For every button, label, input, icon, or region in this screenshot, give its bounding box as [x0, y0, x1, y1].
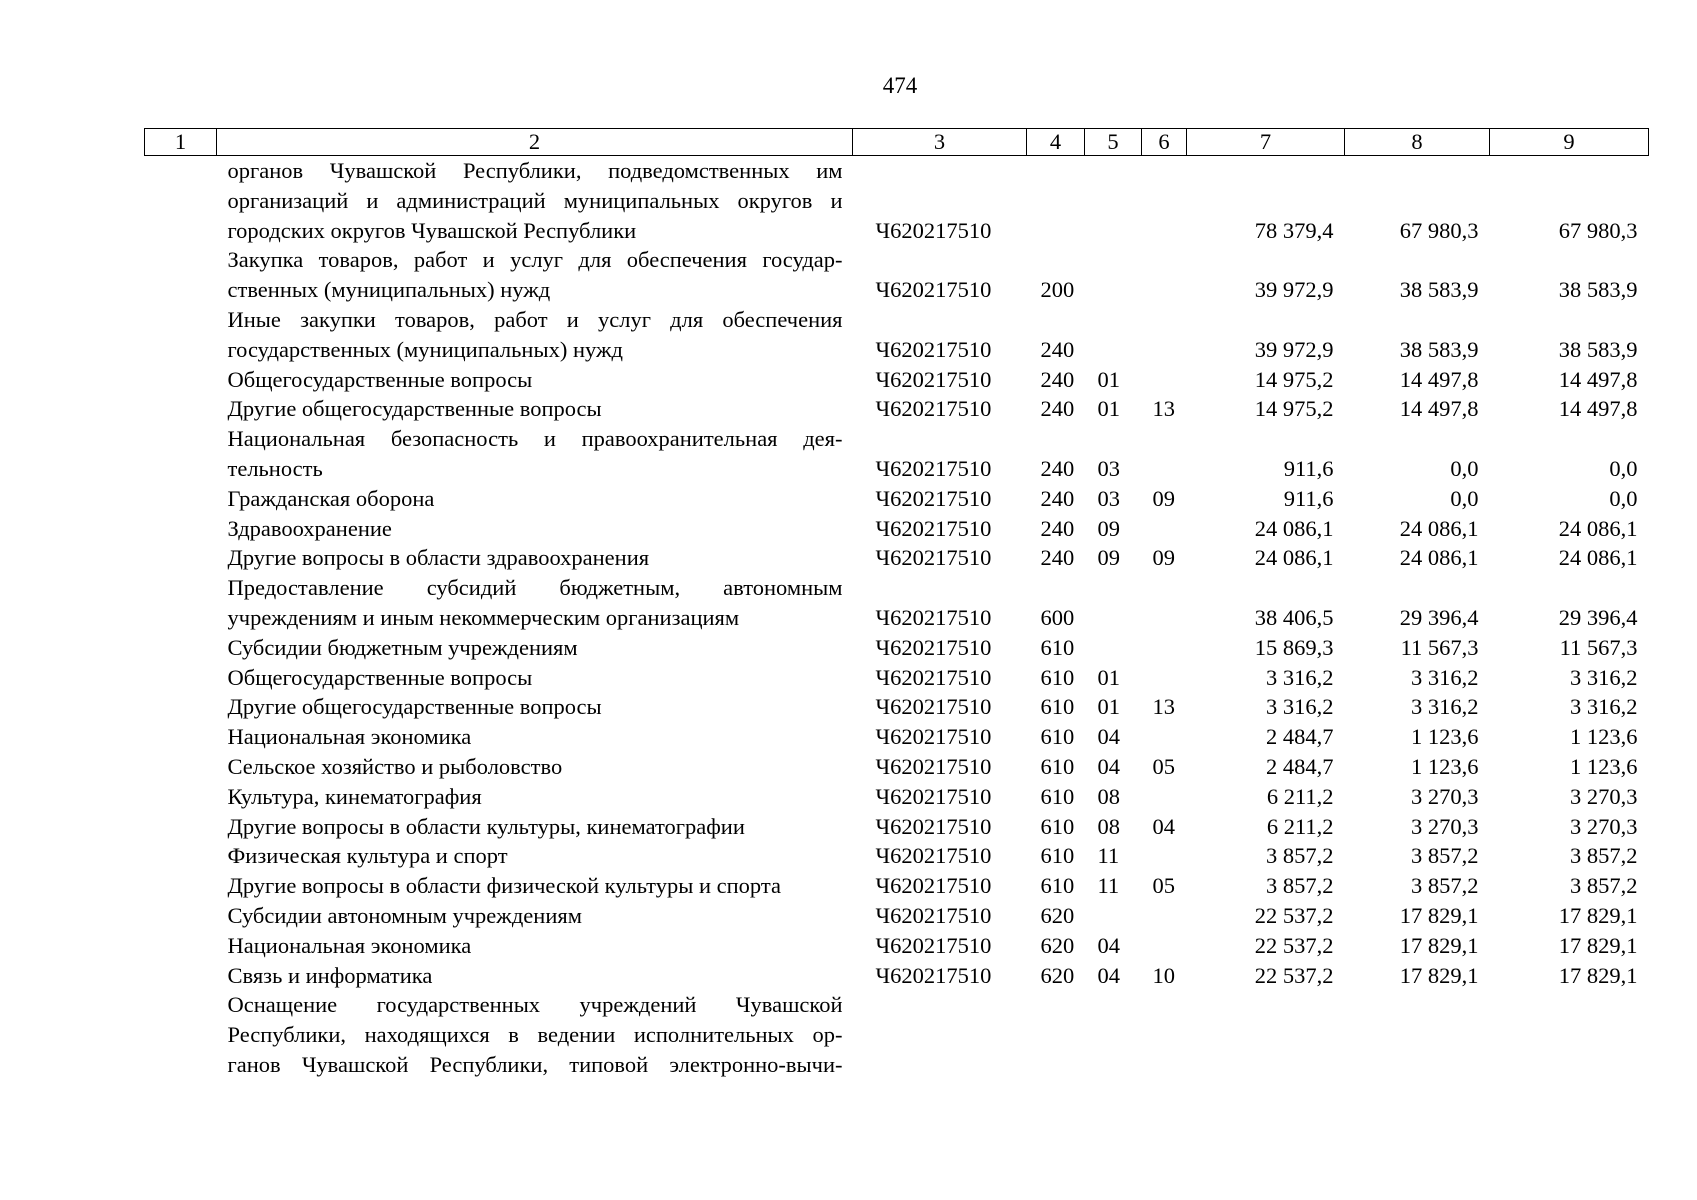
amount-col9-cell: 17 829,1 — [1558, 962, 1638, 988]
item-name-cell — [217, 990, 853, 1079]
amount-col9-cell: 38 583,9 — [1558, 336, 1638, 362]
section-cell — [1085, 901, 1142, 931]
table-row — [145, 901, 1649, 931]
subsection-cell — [1142, 722, 1187, 752]
section-cell: 01 — [1097, 396, 1120, 422]
section-cell — [1085, 305, 1142, 365]
item-name-line: организаций и администраций муниципальных округов и — [227, 187, 843, 213]
amount-col9-cell: 29 396,4 — [1558, 604, 1638, 630]
expense-type-cell: 600 — [1040, 604, 1075, 630]
section-cell: 04 — [1097, 724, 1120, 750]
item-name-cell — [217, 722, 853, 752]
expense-type-cell: 610 — [1040, 694, 1075, 720]
row-number-cell — [145, 961, 217, 991]
column-header-6: 6 — [1142, 129, 1187, 156]
expense-type-cell: 610 — [1040, 724, 1075, 750]
item-name-line: государственных (муниципальных) нужд — [227, 336, 623, 362]
target-article-code-cell: Ч620217510 — [875, 962, 992, 988]
amount-col9-cell: 3 316,2 — [1570, 694, 1638, 720]
amount-col9-cell — [1490, 990, 1649, 1079]
subsection-cell — [1142, 305, 1187, 365]
subsection-cell: 13 — [1152, 694, 1175, 720]
row-number-cell — [145, 692, 217, 722]
section-cell: 04 — [1097, 962, 1120, 988]
item-name-line: Другие вопросы в области культуры, кинематографии — [227, 813, 745, 839]
target-article-code-cell: Ч620217510 — [875, 277, 992, 303]
subsection-cell — [1142, 990, 1187, 1079]
row-number-cell — [145, 663, 217, 693]
amount-col8-cell: 3 857,2 — [1411, 843, 1479, 869]
column-header-9: 9 — [1490, 129, 1649, 156]
item-name-cell — [217, 663, 853, 693]
item-name-cell — [217, 484, 853, 514]
section-cell — [1085, 990, 1142, 1079]
expense-type-cell: 610 — [1040, 843, 1075, 869]
amount-col7-cell: 22 537,2 — [1254, 902, 1334, 928]
target-article-code-cell: Ч620217510 — [875, 753, 992, 779]
row-number-cell — [145, 543, 217, 573]
amount-col8-cell: 38 583,9 — [1399, 277, 1479, 303]
amount-col7-cell: 24 086,1 — [1254, 515, 1334, 541]
amount-col7-cell: 3 316,2 — [1266, 664, 1334, 690]
section-cell: 09 — [1097, 545, 1120, 571]
section-cell — [1085, 633, 1142, 663]
table-body — [145, 156, 1649, 1080]
section-cell: 04 — [1097, 753, 1120, 779]
section-cell — [1085, 573, 1142, 633]
amount-col7-cell: 22 537,2 — [1254, 962, 1334, 988]
section-cell: 03 — [1097, 485, 1120, 511]
row-number-cell — [145, 990, 217, 1079]
amount-col8-cell: 17 829,1 — [1399, 932, 1479, 958]
item-name-cell — [217, 573, 853, 633]
target-article-code-cell: Ч620217510 — [875, 515, 992, 541]
row-number-cell — [145, 424, 217, 484]
subsection-cell — [1142, 782, 1187, 812]
item-name-cell — [217, 424, 853, 484]
table-row — [145, 752, 1649, 782]
target-article-code-cell: Ч620217510 — [875, 694, 992, 720]
expense-type-cell: 200 — [1040, 277, 1075, 303]
item-name-line: Сельское хозяйство и рыболовство — [227, 753, 563, 779]
row-number-cell — [145, 365, 217, 395]
subsection-cell — [1142, 663, 1187, 693]
expense-type-cell: 240 — [1040, 455, 1075, 481]
column-header-7: 7 — [1187, 129, 1345, 156]
table-row — [145, 663, 1649, 693]
target-article-code-cell: Ч620217510 — [875, 813, 992, 839]
amount-col9-cell: 67 980,3 — [1558, 217, 1638, 243]
item-name-line: ганов Чувашской Республики, типовой электронно-вычи- — [227, 1051, 843, 1077]
item-name-line: тельность — [227, 455, 323, 481]
section-cell — [1085, 245, 1142, 305]
section-cell: 01 — [1097, 664, 1120, 690]
amount-col9-cell: 3 270,3 — [1570, 813, 1638, 839]
subsection-cell: 05 — [1152, 873, 1175, 899]
amount-col7-cell: 3 316,2 — [1266, 694, 1334, 720]
expense-type-cell: 610 — [1040, 753, 1075, 779]
expense-type-cell: 610 — [1040, 634, 1075, 660]
section-cell: 08 — [1097, 783, 1120, 809]
row-number-cell — [145, 901, 217, 931]
amount-col7-cell: 39 972,9 — [1254, 277, 1334, 303]
amount-col8-cell: 3 857,2 — [1411, 873, 1479, 899]
item-name-line: Другие вопросы в области физической культуры и спорта — [227, 873, 781, 899]
item-name-line: Гражданская оборона — [227, 485, 435, 511]
item-name-line: городских округов Чувашской Республики — [227, 217, 637, 243]
subsection-cell: 04 — [1152, 813, 1175, 839]
subsection-cell: 13 — [1152, 396, 1175, 422]
item-name-cell — [217, 305, 853, 365]
subsection-cell: 05 — [1152, 753, 1175, 779]
row-number-cell — [145, 484, 217, 514]
item-name-line: Связь и информатика — [227, 962, 433, 988]
table-row — [145, 722, 1649, 752]
amount-col8-cell: 1 123,6 — [1411, 753, 1479, 779]
amount-col9-cell: 3 270,3 — [1570, 783, 1638, 809]
table-row — [145, 961, 1649, 991]
item-name-line: ственных (муниципальных) нужд — [227, 277, 551, 303]
table-row — [145, 841, 1649, 871]
item-name-cell — [217, 812, 853, 842]
subsection-cell — [1142, 573, 1187, 633]
amount-col8-cell: 17 829,1 — [1399, 962, 1479, 988]
expense-type-cell: 620 — [1040, 902, 1075, 928]
item-name-line: Другие вопросы в области здравоохранения — [227, 545, 650, 571]
expense-type-cell: 610 — [1040, 873, 1075, 899]
target-article-code-cell: Ч620217510 — [875, 634, 992, 660]
item-name-cell — [217, 692, 853, 722]
amount-col8-cell: 24 086,1 — [1399, 515, 1479, 541]
table-row — [145, 812, 1649, 842]
amount-col7-cell: 38 406,5 — [1254, 604, 1334, 630]
amount-col8-cell: 3 316,2 — [1411, 694, 1479, 720]
item-name-line: Другие общегосударственные вопросы — [227, 694, 602, 720]
item-name-line: Субсидии бюджетным учреждениям — [227, 634, 578, 660]
table-row — [145, 365, 1649, 395]
item-name-cell — [217, 543, 853, 573]
amount-col7-cell: 2 484,7 — [1266, 753, 1334, 779]
target-article-code-cell: Ч620217510 — [875, 366, 992, 392]
amount-col9-cell: 3 316,2 — [1570, 664, 1638, 690]
target-article-code-cell — [853, 990, 1027, 1079]
section-cell: 01 — [1097, 694, 1120, 720]
amount-col9-cell: 24 086,1 — [1558, 515, 1638, 541]
table-row — [145, 305, 1649, 365]
section-cell: 09 — [1097, 515, 1120, 541]
column-header-2: 2 — [217, 129, 853, 156]
amount-col9-cell: 17 829,1 — [1558, 932, 1638, 958]
table-row — [145, 484, 1649, 514]
target-article-code-cell: Ч620217510 — [875, 724, 992, 750]
amount-col9-cell: 14 497,8 — [1558, 366, 1638, 392]
amount-col8-cell: 0,0 — [1450, 485, 1479, 511]
table-row — [145, 692, 1649, 722]
item-name-line: Национальная экономика — [227, 724, 472, 750]
amount-col7-cell: 911,6 — [1283, 455, 1334, 481]
amount-col9-cell: 1 123,6 — [1570, 753, 1638, 779]
item-name-cell — [217, 931, 853, 961]
item-name-cell — [217, 156, 853, 246]
amount-col7-cell: 78 379,4 — [1254, 217, 1334, 243]
row-number-cell — [145, 812, 217, 842]
item-name-line: Республики, находящихся в ведении исполнительных ор- — [227, 1022, 843, 1048]
expense-type-cell: 240 — [1040, 545, 1075, 571]
budget-table — [144, 128, 1649, 1080]
section-cell — [1085, 156, 1142, 246]
table-row — [145, 931, 1649, 961]
amount-col7-cell: 22 537,2 — [1254, 932, 1334, 958]
amount-col9-cell: 3 857,2 — [1570, 873, 1638, 899]
table-row — [145, 394, 1649, 424]
target-article-code-cell: Ч620217510 — [875, 545, 992, 571]
amount-col7-cell: 14 975,2 — [1254, 366, 1334, 392]
subsection-cell — [1142, 156, 1187, 246]
amount-col8-cell: 0,0 — [1450, 455, 1479, 481]
row-number-cell — [145, 394, 217, 424]
expense-type-cell — [1027, 156, 1085, 246]
row-number-cell — [145, 156, 217, 246]
expense-type-cell: 620 — [1040, 932, 1075, 958]
item-name-line: Культура, кинематография — [227, 783, 482, 809]
expense-type-cell — [1027, 990, 1085, 1079]
section-cell: 04 — [1097, 932, 1120, 958]
item-name-cell — [217, 841, 853, 871]
row-number-cell — [145, 514, 217, 544]
row-number-cell — [145, 722, 217, 752]
amount-col7-cell: 14 975,2 — [1254, 396, 1334, 422]
table-row — [145, 156, 1649, 246]
amount-col7-cell — [1187, 990, 1345, 1079]
item-name-line: Общегосударственные вопросы — [227, 366, 533, 392]
row-number-cell — [145, 752, 217, 782]
amount-col8-cell: 14 497,8 — [1399, 366, 1479, 392]
item-name-line: Национальная безопасность и правоохранительная дея- — [227, 426, 843, 452]
item-name-cell — [217, 901, 853, 931]
row-number-cell — [145, 573, 217, 633]
table-row — [145, 424, 1649, 484]
section-cell: 11 — [1097, 873, 1120, 899]
item-name-line: Здравоохранение — [227, 515, 392, 541]
item-name-cell — [217, 633, 853, 663]
item-name-line: учреждениям и иным некоммерческим организациям — [227, 604, 740, 630]
subsection-cell — [1142, 514, 1187, 544]
amount-col8-cell: 29 396,4 — [1399, 604, 1479, 630]
row-number-cell — [145, 931, 217, 961]
table-row — [145, 871, 1649, 901]
item-name-cell — [217, 752, 853, 782]
expense-type-cell: 240 — [1040, 336, 1075, 362]
amount-col9-cell: 0,0 — [1609, 485, 1638, 511]
amount-col9-cell: 3 857,2 — [1570, 843, 1638, 869]
subsection-cell — [1142, 901, 1187, 931]
column-header-8: 8 — [1345, 129, 1490, 156]
amount-col9-cell: 1 123,6 — [1570, 724, 1638, 750]
amount-col7-cell: 3 857,2 — [1266, 843, 1334, 869]
expense-type-cell: 240 — [1040, 515, 1075, 541]
row-number-cell — [145, 782, 217, 812]
subsection-cell: 09 — [1152, 545, 1175, 571]
expense-type-cell: 240 — [1040, 396, 1075, 422]
table-row — [145, 514, 1649, 544]
expense-type-cell: 610 — [1040, 813, 1075, 839]
column-header-4: 4 — [1027, 129, 1085, 156]
target-article-code-cell: Ч620217510 — [875, 902, 992, 928]
table-row — [145, 990, 1649, 1079]
amount-col7-cell: 6 211,2 — [1266, 813, 1334, 839]
item-name-cell — [217, 514, 853, 544]
row-number-cell — [145, 871, 217, 901]
amount-col9-cell: 11 567,3 — [1559, 634, 1638, 660]
item-name-cell — [217, 871, 853, 901]
row-number-cell — [145, 841, 217, 871]
amount-col8-cell: 3 316,2 — [1411, 664, 1479, 690]
target-article-code-cell: Ч620217510 — [875, 664, 992, 690]
expense-type-cell: 240 — [1040, 366, 1075, 392]
subsection-cell — [1142, 365, 1187, 395]
amount-col8-cell: 1 123,6 — [1411, 724, 1479, 750]
target-article-code-cell: Ч620217510 — [875, 932, 992, 958]
item-name-line: Физическая культура и спорт — [227, 843, 508, 869]
item-name-line: Закупка товаров, работ и услуг для обеспечения государ- — [227, 247, 843, 273]
section-cell: 11 — [1097, 843, 1120, 869]
page-number: 474 — [882, 73, 918, 98]
table-row — [145, 782, 1649, 812]
item-name-cell — [217, 245, 853, 305]
section-cell: 01 — [1097, 366, 1120, 392]
item-name-line: Общегосударственные вопросы — [227, 664, 533, 690]
expense-type-cell: 620 — [1040, 962, 1075, 988]
amount-col7-cell: 911,6 — [1283, 485, 1334, 511]
amount-col9-cell: 0,0 — [1609, 455, 1638, 481]
target-article-code-cell: Ч620217510 — [875, 843, 992, 869]
amount-col7-cell: 15 869,3 — [1254, 634, 1334, 660]
amount-col7-cell: 3 857,2 — [1266, 873, 1334, 899]
item-name-line: Национальная экономика — [227, 932, 472, 958]
amount-col8-cell: 38 583,9 — [1399, 336, 1479, 362]
subsection-cell — [1142, 931, 1187, 961]
item-name-line: Оснащение государственных учреждений Чувашской — [227, 992, 843, 1018]
column-header-1: 1 — [145, 129, 217, 156]
item-name-line: Иные закупки товаров, работ и услуг для обеспечения — [227, 306, 843, 332]
target-article-code-cell: Ч620217510 — [875, 455, 992, 481]
section-cell: 08 — [1097, 813, 1120, 839]
amount-col8-cell: 17 829,1 — [1399, 902, 1479, 928]
target-article-code-cell: Ч620217510 — [875, 604, 992, 630]
item-name-line: Субсидии автономным учреждениям — [227, 902, 582, 928]
item-name-cell — [217, 365, 853, 395]
target-article-code-cell: Ч620217510 — [875, 873, 992, 899]
amount-col9-cell: 14 497,8 — [1558, 396, 1638, 422]
row-number-cell — [145, 305, 217, 365]
amount-col7-cell: 2 484,7 — [1266, 724, 1334, 750]
amount-col8-cell: 11 567,3 — [1400, 634, 1479, 660]
item-name-cell — [217, 961, 853, 991]
subsection-cell: 10 — [1152, 962, 1175, 988]
target-article-code-cell: Ч620217510 — [875, 336, 992, 362]
target-article-code-cell: Ч620217510 — [875, 783, 992, 809]
column-header-5: 5 — [1085, 129, 1142, 156]
amount-col8-cell: 14 497,8 — [1399, 396, 1479, 422]
subsection-cell — [1142, 424, 1187, 484]
row-number-cell — [145, 245, 217, 305]
item-name-line: Предоставление субсидий бюджетным, автономным — [227, 575, 843, 601]
expense-type-cell: 610 — [1040, 783, 1075, 809]
item-name-cell — [217, 394, 853, 424]
amount-col7-cell: 6 211,2 — [1266, 783, 1334, 809]
subsection-cell: 09 — [1152, 485, 1175, 511]
amount-col9-cell: 17 829,1 — [1558, 902, 1638, 928]
expense-type-cell: 610 — [1040, 664, 1075, 690]
column-header-3: 3 — [853, 129, 1027, 156]
amount-col8-cell: 67 980,3 — [1399, 217, 1479, 243]
expense-type-cell: 240 — [1040, 485, 1075, 511]
table-row — [145, 543, 1649, 573]
amount-col9-cell: 38 583,9 — [1558, 277, 1638, 303]
table-row — [145, 245, 1649, 305]
item-name-cell — [217, 782, 853, 812]
amount-col8-cell — [1345, 990, 1490, 1079]
item-name-line: органов Чувашской Республики, подведомственных им — [227, 158, 843, 183]
target-article-code-cell: Ч620217510 — [875, 396, 992, 422]
subsection-cell — [1142, 841, 1187, 871]
row-number-cell — [145, 633, 217, 663]
table-row — [145, 573, 1649, 633]
amount-col7-cell: 39 972,9 — [1254, 336, 1334, 362]
amount-col7-cell: 24 086,1 — [1254, 545, 1334, 571]
target-article-code-cell: Ч620217510 — [875, 217, 992, 243]
column-number-header-row — [145, 129, 1649, 156]
subsection-cell — [1142, 245, 1187, 305]
section-cell: 03 — [1097, 455, 1120, 481]
subsection-cell — [1142, 633, 1187, 663]
amount-col8-cell: 3 270,3 — [1411, 783, 1479, 809]
amount-col9-cell: 24 086,1 — [1558, 545, 1638, 571]
table-row — [145, 633, 1649, 663]
item-name-line: Другие общегосударственные вопросы — [227, 396, 602, 422]
target-article-code-cell: Ч620217510 — [875, 485, 992, 511]
amount-col8-cell: 24 086,1 — [1399, 545, 1479, 571]
amount-col8-cell: 3 270,3 — [1411, 813, 1479, 839]
